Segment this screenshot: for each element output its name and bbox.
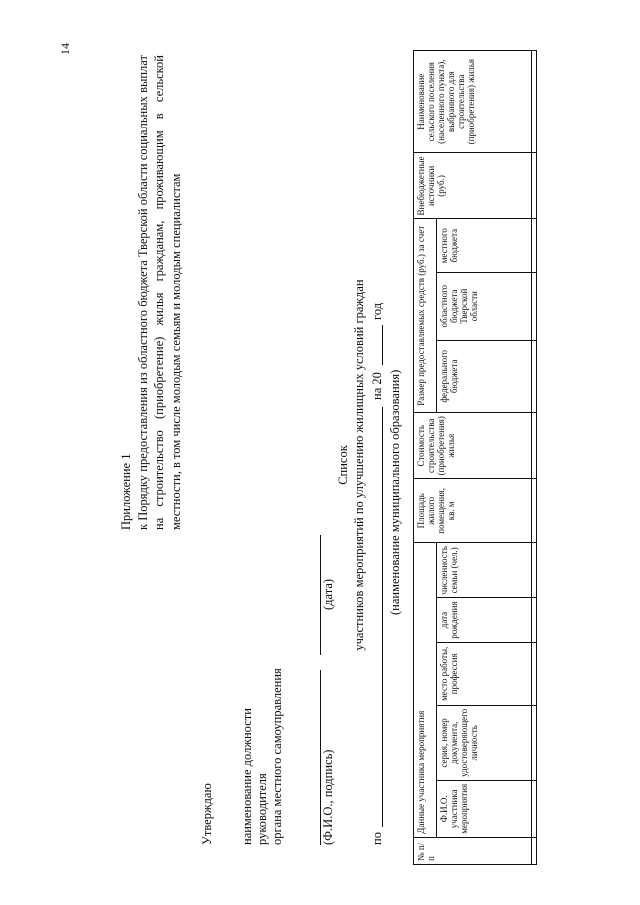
year-prefix: на 20 [370,372,384,400]
group-funds: Размер предоставляемых средств (руб.) за счет [414,219,437,413]
annex-block [118,55,184,530]
position-line: руководителя [255,773,269,845]
approval-position [240,615,285,845]
position-line: наименование должности [240,708,254,845]
col-area: Площадь жилого помещения, кв. м [414,479,532,543]
col-regional: областного бюджета Тверской области [437,272,532,340]
municipality-label: (наименование муниципального образования) [388,369,402,615]
range-prefix: по [370,832,384,845]
col-settlement: Наименование сельского поселения (населенного пункта), выбранного для строительства (приобретения) жилья [414,51,532,153]
signature-row [305,525,335,845]
fio-label: (Ф.И.О., подпись) [321,749,335,845]
list-range-row [370,215,390,845]
col-local: местного бюджета [437,219,532,272]
signature-line [305,670,321,845]
col-federal: федерального бюджета [437,340,532,413]
table-header-row [414,51,437,865]
date-line [305,535,321,655]
col-work: место работы, профессия [437,642,532,705]
col-document: серия, номер документа, удостоверяющего личность [437,705,532,780]
col-family: численность семьи (чел.) [437,543,532,598]
col-number: № п/п [414,837,532,864]
date-label: (дата) [321,578,335,610]
col-birth: дата рождения [437,598,532,642]
annex-title: Приложение 1 [119,453,133,530]
col-fio: Ф.И.О. участника мероприятия [437,780,532,837]
approval-label: Утверждаю [200,783,214,845]
annex-body: к Порядку предоставления из областного бюджета Тверской области социальных выплат на строительство (приобретение) жилья гражданам, проживающим в сельской местности, в том числе молодым семьям и молодым специалистам [135,55,183,530]
municipality-line [382,407,383,827]
table-row [532,51,537,865]
col-extra: Внебюджетные источники (руб.) [414,153,532,219]
year-suffix: год [370,302,384,320]
list-subtitle: участников мероприятий по улучшению жилищных условий граждан [352,279,366,651]
participants-table [413,50,537,865]
list-title: Список [336,445,350,485]
col-cost: Стоимость строительства (приобретения) жилья [414,413,532,479]
page-number: 14 [58,43,72,55]
year-line [382,325,383,365]
group-participant: Данные участника мероприятия [414,543,437,838]
position-line: органа местного самоуправления [270,668,284,845]
list-heading [335,55,367,875]
